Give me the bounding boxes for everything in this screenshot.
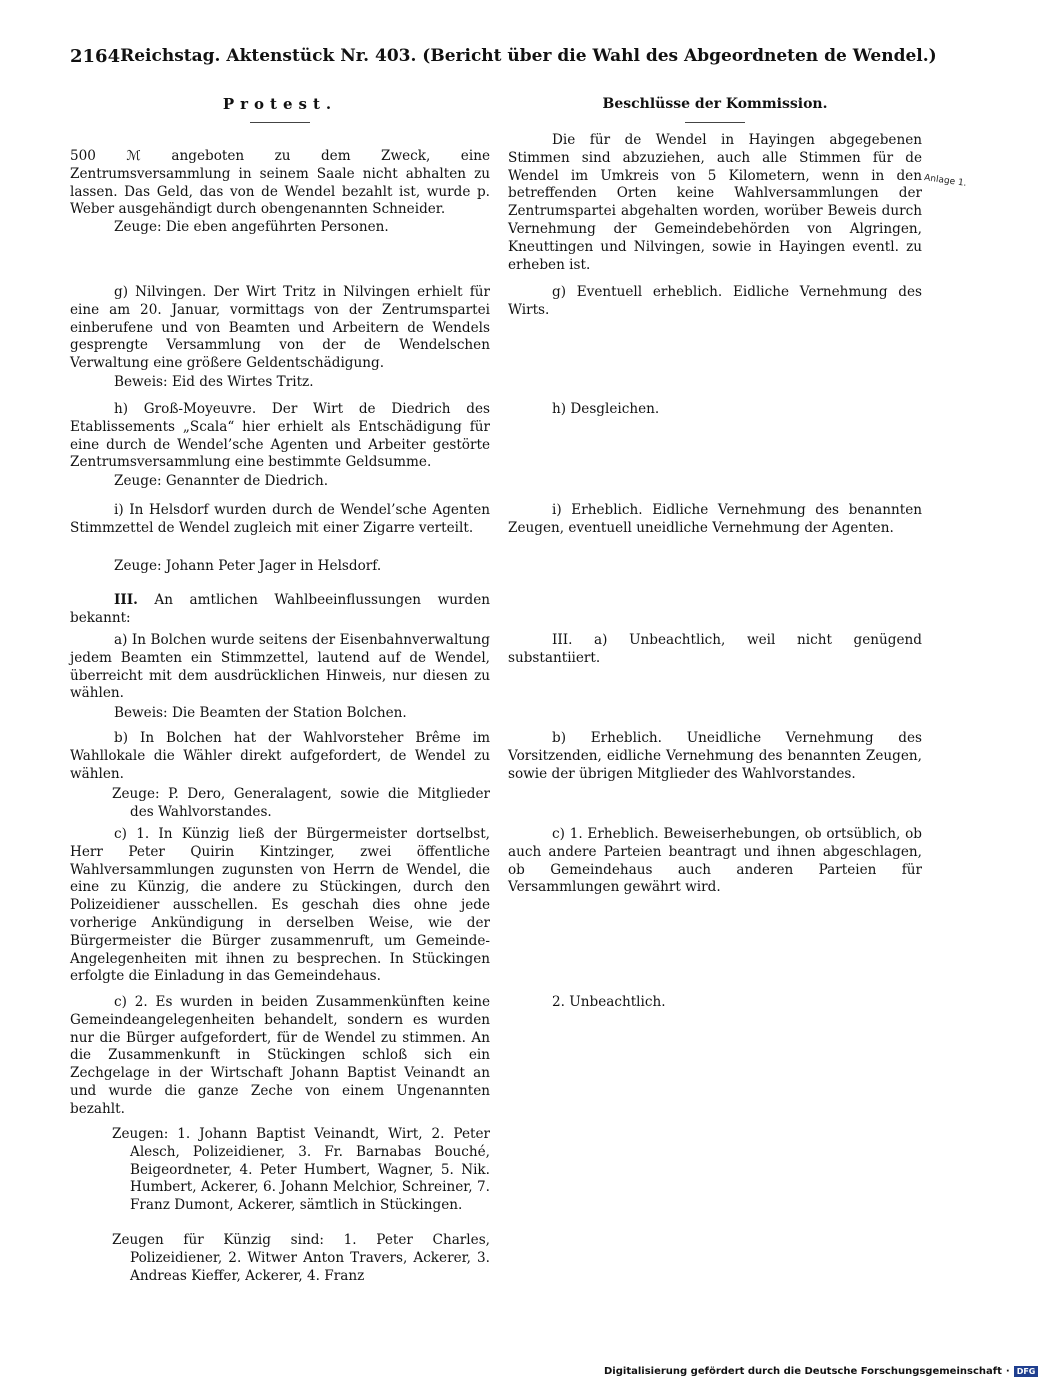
protest-heading: Protest. (222, 95, 338, 113)
protest-paragraph-IIIc2 (70, 994, 490, 1119)
witness-line: Zeuge: P. Dero, Generalagent, sowie die Mitglieder des Wahlvorstandes. (112, 786, 490, 820)
decision-paragraph-i: i) Erheblich. Eidliche Vernehmung des benannten Zeugen, eventuell uneidliche Vernehmung der Agenten. (508, 502, 922, 536)
protest-paragraph-i (70, 502, 490, 538)
witness-line: Zeugen: 1. Johann Baptist Veinandt, Wirt, 2. Peter Alesch, Polizeidiener, 3. Fr. Barnabas Bouché, Beigeordneter, 4. Peter Humbert, Wagner, 5. Nik. Humbert, Ackerer, 6. Johann Melchior, Schreiner, 7. Franz Dumont, Ackerer, sämtlich in Stückingen. (112, 1126, 490, 1214)
protest-paragraph-f (70, 148, 490, 237)
protest-text: c) 1. In Künzig ließ der Bürgermeister dortselbst, Herr Peter Quirin Kintzinger, zwei öffentliche Wahlversammlungen zugunsten von Herrn de Wendel, die eine zu Künzig, die andere zu Stückingen, durch den Polizeidiener ausschellen. Es geschah dies ohne jede vorherige Ankündigung in derselben Weise, wie der Bürgermeister die Bürger zusammenruft, um Gemeinde-Angelegenheiten mit ihnen zu besprechen. In Stückingen erfolgte die Einladung in das Gemeindehaus. (70, 826, 490, 985)
witness-line: Zeuge: Johann Peter Jager in Helsdorf. (114, 558, 382, 574)
protest-text: b) In Bolchen hat der Wahlvorsteher Brême im Wahllokale die Wähler direkt aufgefordert, de Wendel zu wählen. (70, 730, 490, 782)
protest-paragraph-g (70, 284, 490, 373)
witness-line: Zeuge: Die eben angeführten Personen. (114, 219, 389, 236)
protest-text: c) 2. Es wurden in beiden Zusammenkünften keine Gemeindeangelegenheiten behandelt, sondern es wurden nur die Bürger aufgefordert, für de Wendel zu stimmen. An die Zusammenkunft in Stückingen schloß sich ein Zechgelage in der Wirtschaft Johann Baptist Veinandt an und wurde die ganze Zeche von einem Ungenannten bezahlt. (70, 994, 490, 1117)
decision-paragraph-f: Die für de Wendel in Hayingen abgegebenen Stimmen sind abzuziehen, auch alle Stimmen für de Wendel im Umkreis von 5 Kilometern, wenn in den betreffenden Orten keine Wahlversammlungen der Zentrumspartei abgehalten worden, worüber Beweis durch Vernehmung der Gemeindebehörden von Algringen, Kneuttingen und Nilvingen, sowie in Hayingen eventl. zu erheben ist. (508, 132, 922, 273)
decision-paragraph-IIIc1: c) 1. Erheblich. Beweiserhebungen, ob ortsüblich, ob auch andere Parteien beantragt und ihnen abgeschlagen, ob Gemeindehaus auch anderen Parteien für Versammlungen gewährt wird. (508, 826, 922, 896)
protest-text: i) In Helsdorf wurden durch de Wendel’sche Agenten Stimmzettel de Wendel zugleich mit einer Zigarre verteilt. (70, 502, 490, 536)
protest-text: An amtlichen Wahlbeeinflussungen wurden bekannt: (70, 592, 490, 626)
decision-paragraph-IIIb: b) Erheblich. Uneidliche Vernehmung des Vorsitzenden, eidliche Vernehmung des benannten Zeugen, sowie der übrigen Mitglieder des Wahlvorstandes. (508, 730, 922, 782)
decision-paragraph-h: h) Desgleichen. (552, 401, 660, 417)
protest-text: g) Nilvingen. Der Wirt Tritz in Nilvingen erhielt für eine am 20. Januar, vormittags von der Zentrumspartei einberufene und von Beamten und Arbeitern de Wendels gesprengte Versammlung von der de Wendelschen Verwaltung eine größere Geldentschädigung. (70, 284, 490, 372)
dfg-logo: DFG (1014, 1366, 1038, 1377)
decision-paragraph-IIIc2: 2. Unbeachtlich. (552, 994, 666, 1010)
protest-paragraph-IIIc1 (70, 826, 490, 986)
protest-text: a) In Bolchen wurde seitens der Eisenbahnverwaltung jedem Beamten ein Stimmzettel, lautend auf de Wendel, überreicht mit dem ausdrücklichen Hinweis, nur diesen zu wählen. (70, 632, 490, 702)
heading-rule (250, 122, 310, 123)
witness-line: Beweis: Eid des Wirtes Tritz. (114, 374, 314, 390)
running-title: Reichstag. Aktenstück Nr. 403. (Bericht über die Wahl des Abgeordneten de Wendel.) (120, 46, 937, 66)
footer-text: Digitalisierung gefördert durch die Deutsche Forschungsgemeinschaft (604, 1366, 1002, 1377)
page-header (70, 46, 937, 67)
protest-text: h) Groß-Moyeuvre. Der Wirt de Diedrich des Etablissements „Scala“ hier erhielt als Entschädigung für eine durch de Wendel’sche Agenten und Arbeiter gestörte Zentrumsversammlung eine bestimmte Geldsumme. (70, 401, 490, 471)
protest-column (70, 95, 490, 1284)
commission-column (508, 96, 922, 1010)
section-III-intro (70, 592, 490, 628)
page-number: 2164 (70, 46, 121, 67)
protest-paragraph-IIIa (70, 632, 490, 703)
witness-line: Zeugen für Künzig sind: 1. Peter Charles, Polizeidiener, 2. Witwer Anton Travers, Ackerer, 3. Andreas Kieffer, Ackerer, 4. Franz (112, 1232, 490, 1284)
protest-text: 500 ℳ angeboten zu dem Zweck, eine Zentrumsversammlung in seinem Saale nicht abhalten zu lassen. Das Geld, das von de Wendel bezahlt ist, wurde p. Weber ausgehändigt durch obengenannten Schneider. (70, 148, 490, 218)
protest-paragraph-h (70, 401, 490, 472)
witness-line: Beweis: Die Beamten der Station Bolchen. (114, 705, 407, 721)
decision-paragraph-g: g) Eventuell erheblich. Eidliche Vernehmung des Wirts. (508, 284, 922, 318)
commission-heading: Beschlüsse der Kommission. (602, 96, 828, 112)
witness-line: Zeuge: Genannter de Diedrich. (114, 473, 329, 489)
digitization-footer: Digitalisierung gefördert durch die Deutsche Forschungsgemeinschaft · DFG (604, 1366, 1038, 1377)
heading-rule (685, 122, 745, 123)
section-number: III. (114, 592, 138, 608)
protest-paragraph-IIIb (70, 730, 490, 783)
decision-paragraph-IIIa: III. a) Unbeachtlich, weil nicht genügend substantiiert. (508, 632, 922, 666)
margin-note: Anlage 1. (923, 173, 968, 189)
